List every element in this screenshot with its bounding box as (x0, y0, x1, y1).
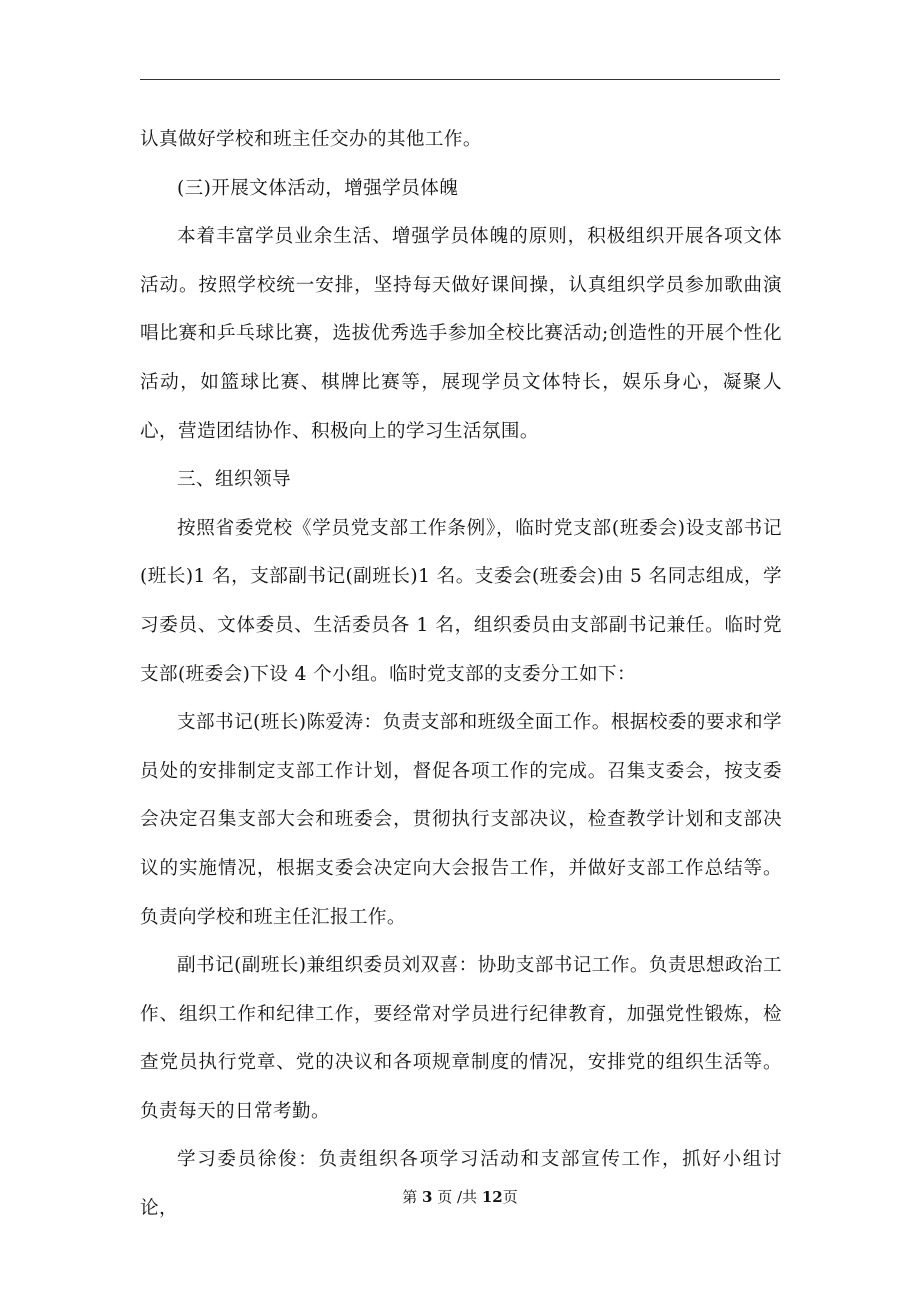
footer-middle: 页 /共 (437, 1188, 478, 1206)
current-page-number: 3 (422, 1188, 433, 1206)
paragraph-deputy-secretary: 副书记(副班长)兼组织委员刘双喜：协助支部书记工作。负责思想政治工作、组织工作和纪律工作，要经常对学员进行纪律教育，加强党性锻炼，检查党员执行党章、党的决议和各项规章制度的情况，安排党的组织生活等。负责每天的日常考勤。 (140, 955, 782, 1122)
paragraph-1: 认真做好学校和班主任交办的其他工作。 (140, 129, 482, 150)
document-body (140, 116, 782, 1234)
page-footer (0, 1186, 920, 1208)
paragraph-study-committee: 学习委员徐俊：负责组织各项学习活动和支部宣传工作，抓好小组讨论， (140, 1149, 782, 1220)
paragraph-sports-activities: 本着丰富学员业余生活、增强学员体魄的原则，积极组织开展各项文体活动。按照学校统一安排，坚持每天做好课间操，认真组织学员参加歌曲演唱比赛和乒乓球比赛，选拔优秀选手参加全校比赛活动;创造性的开展个性化活动，如篮球比赛、棋牌比赛等，展现学员文体特长，娱乐身心，凝聚人心，营造团结协作、积极向上的学习生活氛围。 (140, 226, 782, 442)
footer-prefix: 第 (402, 1188, 418, 1206)
section-heading-sports: (三)开展文体活动，增强学员体魄 (177, 177, 459, 199)
footer-suffix: 页 (502, 1188, 518, 1206)
paragraph-organization: 按照省委党校《学员党支部工作条例》，临时党支部(班委会)设支部书记(班长)1 名，支部副书记(副班长)1 名。支委会(班委会)由 5 名同志组成，学习委员、文体委员、生活委员各 1 名，组织委员由支部副书记兼任。临时党支部(班委会)下设 4 个小组。临时党支部的支委分工如下： (140, 517, 782, 685)
total-page-count: 12 (481, 1188, 503, 1206)
section-heading-organization: 三、组织领导 (177, 469, 291, 491)
header-rule (140, 79, 780, 80)
paragraph-secretary: 支部书记(班长)陈爱涛：负责支部和班级全面工作。根据校委的要求和学员处的安排制定支部工作计划，督促各项工作的完成。召集支委会，按支委会决定召集支部大会和班委会，贯彻执行支部决议，检查教学计划和支部决议的实施情况，根据支委会决定向大会报告工作，并做好支部工作总结等。负责向学校和班主任汇报工作。 (140, 712, 782, 928)
